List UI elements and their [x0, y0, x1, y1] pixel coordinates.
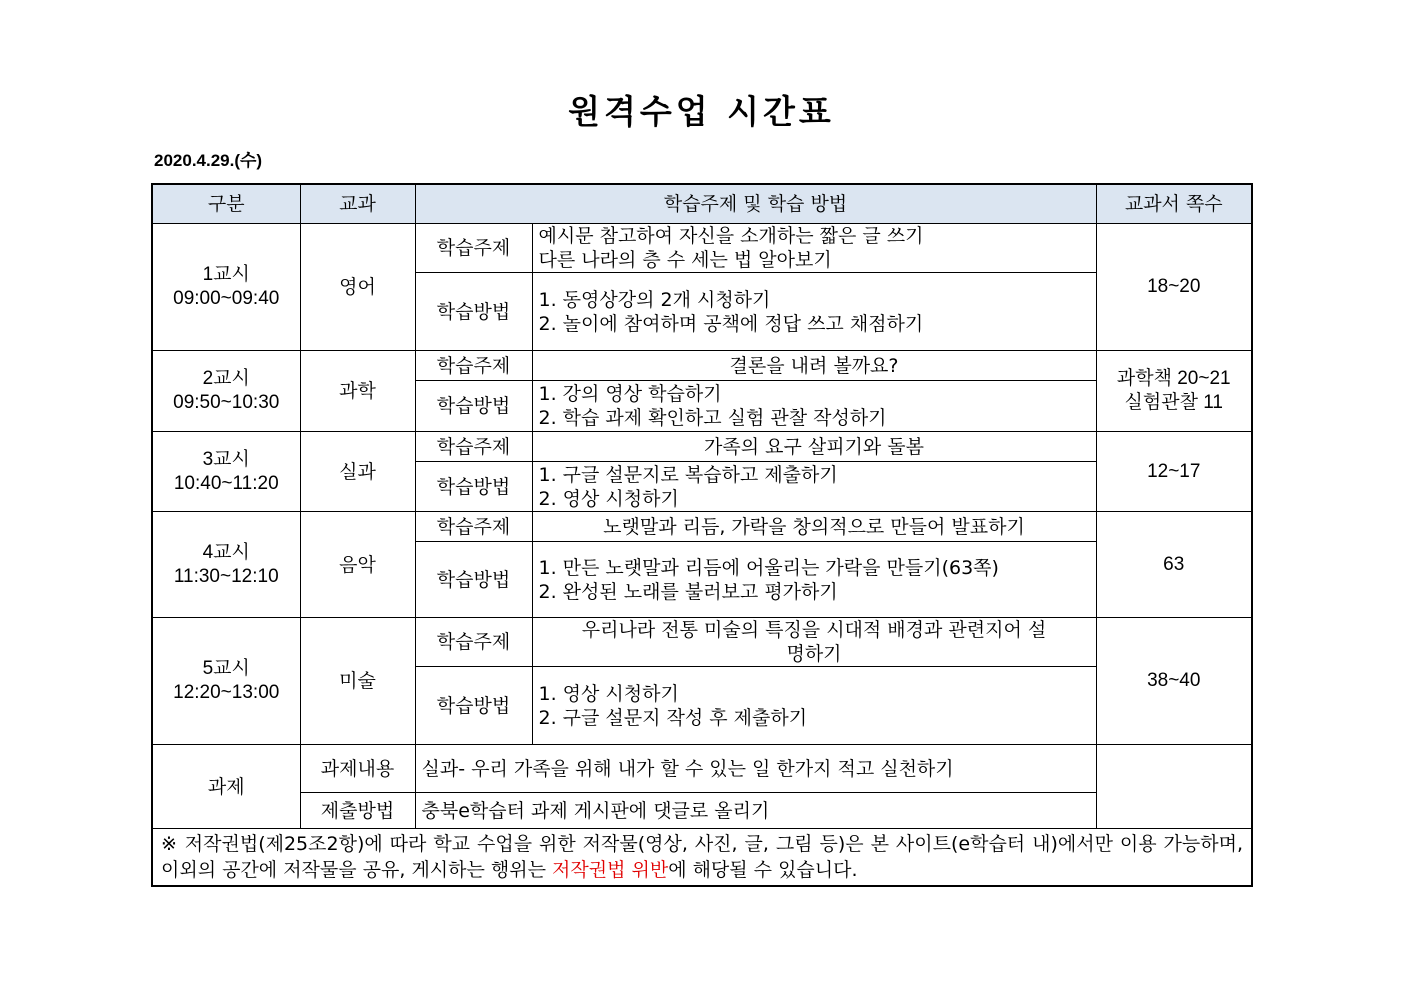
period-row-topic	[152, 224, 1252, 273]
subject-cell: 미술	[300, 618, 415, 745]
topic-label: 학습주제	[415, 618, 532, 667]
method-label: 학습방법	[415, 542, 532, 618]
cell-line: 09:00~09:40	[173, 288, 280, 309]
cell-line: 5교시	[202, 658, 250, 679]
cell-line: 2. 완성된 노래를 불러보고 평가하기	[538, 580, 838, 603]
period-cell	[152, 512, 300, 618]
timetable	[151, 183, 1253, 887]
period-row-topic	[152, 512, 1252, 542]
cell-line: 과학책 20~21	[1116, 368, 1231, 389]
date-label: 2020.4.29.(수)	[154, 151, 263, 170]
cell-line: 예시문 참고하여 자신을 소개하는 짧은 글 쓰기	[538, 225, 924, 247]
cell-line: 노랫말과 리듬, 가락을 창의적으로 만들어 발표하기	[603, 515, 1025, 538]
cell-line: 09:50~10:30	[173, 392, 280, 413]
header-topic-method: 학습주제 및 학습 방법	[415, 184, 1096, 224]
assignment-content-label: 과제내용	[300, 745, 415, 793]
assignment-submit-label: 제출방법	[300, 793, 415, 829]
period-cell	[152, 432, 300, 512]
topic-cell	[532, 432, 1096, 462]
period-row-topic	[152, 432, 1252, 462]
topic-label: 학습주제	[415, 512, 532, 542]
cell-line: 명하기	[786, 643, 842, 665]
cell-line: 3교시	[202, 448, 250, 470]
cell-line: 2. 구글 설문지 작성 후 제출하기	[538, 706, 808, 729]
cell-line: 63	[1163, 553, 1185, 575]
notice-text-end: 에 해당될 수 있습니다.	[668, 859, 858, 881]
cell-line: 우리나라 전통 미술의 특징을 시대적 배경과 관련지어 설	[581, 619, 1047, 641]
cell-line: 1. 만든 노랫말과 리듬에 어울리는 가락을 만들기(63쪽)	[538, 556, 999, 579]
cell-line: 1. 구글 설문지로 복습하고 제출하기	[538, 463, 838, 486]
period-cell	[152, 618, 300, 745]
cell-line: 결론을 내려 볼까요?	[729, 354, 899, 377]
assignment-row-submit	[152, 793, 1252, 829]
cell-line: 2. 영상 시청하기	[538, 487, 679, 510]
topic-cell	[532, 351, 1096, 381]
header-subject: 교과	[300, 184, 415, 224]
topic-cell	[532, 512, 1096, 542]
cell-line: 10:40~11:20	[173, 472, 279, 494]
method-label: 학습방법	[415, 381, 532, 432]
topic-cell	[532, 224, 1096, 273]
period-row-topic	[152, 618, 1252, 667]
method-label: 학습방법	[415, 462, 532, 512]
pages-cell	[1096, 224, 1252, 351]
assignment-label: 과제	[152, 745, 300, 829]
method-cell	[532, 462, 1096, 512]
cell-line: 다른 나라의 층 수 세는 법 알아보기	[538, 249, 832, 271]
pages-cell	[1096, 351, 1252, 432]
header-pages: 교과서 쪽수	[1096, 184, 1252, 224]
cell-line: 2. 놀이에 참여하며 공책에 정답 쓰고 채점하기	[538, 312, 924, 335]
cell-line: 1. 동영상강의 2개 시청하기	[538, 288, 771, 311]
method-cell	[532, 273, 1096, 351]
subject-cell: 과학	[300, 351, 415, 432]
cell-line: 실험관찰 11	[1124, 392, 1223, 413]
topic-cell	[532, 618, 1096, 667]
cell-line: 18~20	[1147, 276, 1201, 297]
cell-line: 12:20~13:00	[173, 682, 280, 703]
pages-cell	[1096, 512, 1252, 618]
cell-line: 11:30~12:10	[173, 565, 279, 587]
notice-text: ※ 저작권법(제25조2항)에 따라 학교 수업을 위한 저작물(영상, 사진, 글, 그림 등)은 본 사이트(e학습터 내)에서만 이용 가능하며, 이외의 공간에 저작물을 공유, 게시하는 행위는	[161, 833, 1243, 881]
assignment-content: 실과- 우리 가족을 위해 내가 할 수 있는 일 한가지 적고 실천하기	[415, 745, 1096, 793]
cell-line: 1. 강의 영상 학습하기	[538, 383, 722, 405]
cell-line: 가족의 요구 살피기와 돌봄	[703, 435, 924, 458]
assignment-empty-cell	[1096, 745, 1252, 829]
pages-cell	[1096, 618, 1252, 745]
header-category: 구분	[152, 184, 300, 224]
method-cell	[532, 381, 1096, 432]
cell-line: 1교시	[202, 264, 250, 285]
cell-line: 2. 학습 과제 확인하고 실험 관찰 작성하기	[538, 407, 887, 429]
cell-line: 2교시	[202, 368, 250, 389]
method-label: 학습방법	[415, 667, 532, 745]
cell-line: 1. 영상 시청하기	[538, 682, 679, 705]
period-row-topic	[152, 351, 1252, 381]
subject-cell: 음악	[300, 512, 415, 618]
subject-cell: 실과	[300, 432, 415, 512]
topic-label: 학습주제	[415, 351, 532, 381]
notice-row	[152, 829, 1252, 887]
cell-line: 12~17	[1147, 460, 1201, 482]
method-cell	[532, 542, 1096, 618]
header-row	[152, 184, 1252, 224]
method-label: 학습방법	[415, 273, 532, 351]
period-cell	[152, 224, 300, 351]
subject-cell: 영어	[300, 224, 415, 351]
cell-line: 4교시	[202, 541, 250, 563]
topic-label: 학습주제	[415, 224, 532, 273]
cell-line: 38~40	[1147, 670, 1201, 691]
method-cell	[532, 667, 1096, 745]
notice-highlight: 저작권법 위반	[552, 859, 669, 881]
copyright-notice	[152, 829, 1252, 887]
assignment-submit: 충북e학습터 과제 게시판에 댓글로 올리기	[415, 793, 1096, 829]
period-cell	[152, 351, 300, 432]
topic-label: 학습주제	[415, 432, 532, 462]
page-title: 원격수업 시간표	[568, 92, 835, 131]
pages-cell	[1096, 432, 1252, 512]
assignment-row-content	[152, 745, 1252, 793]
